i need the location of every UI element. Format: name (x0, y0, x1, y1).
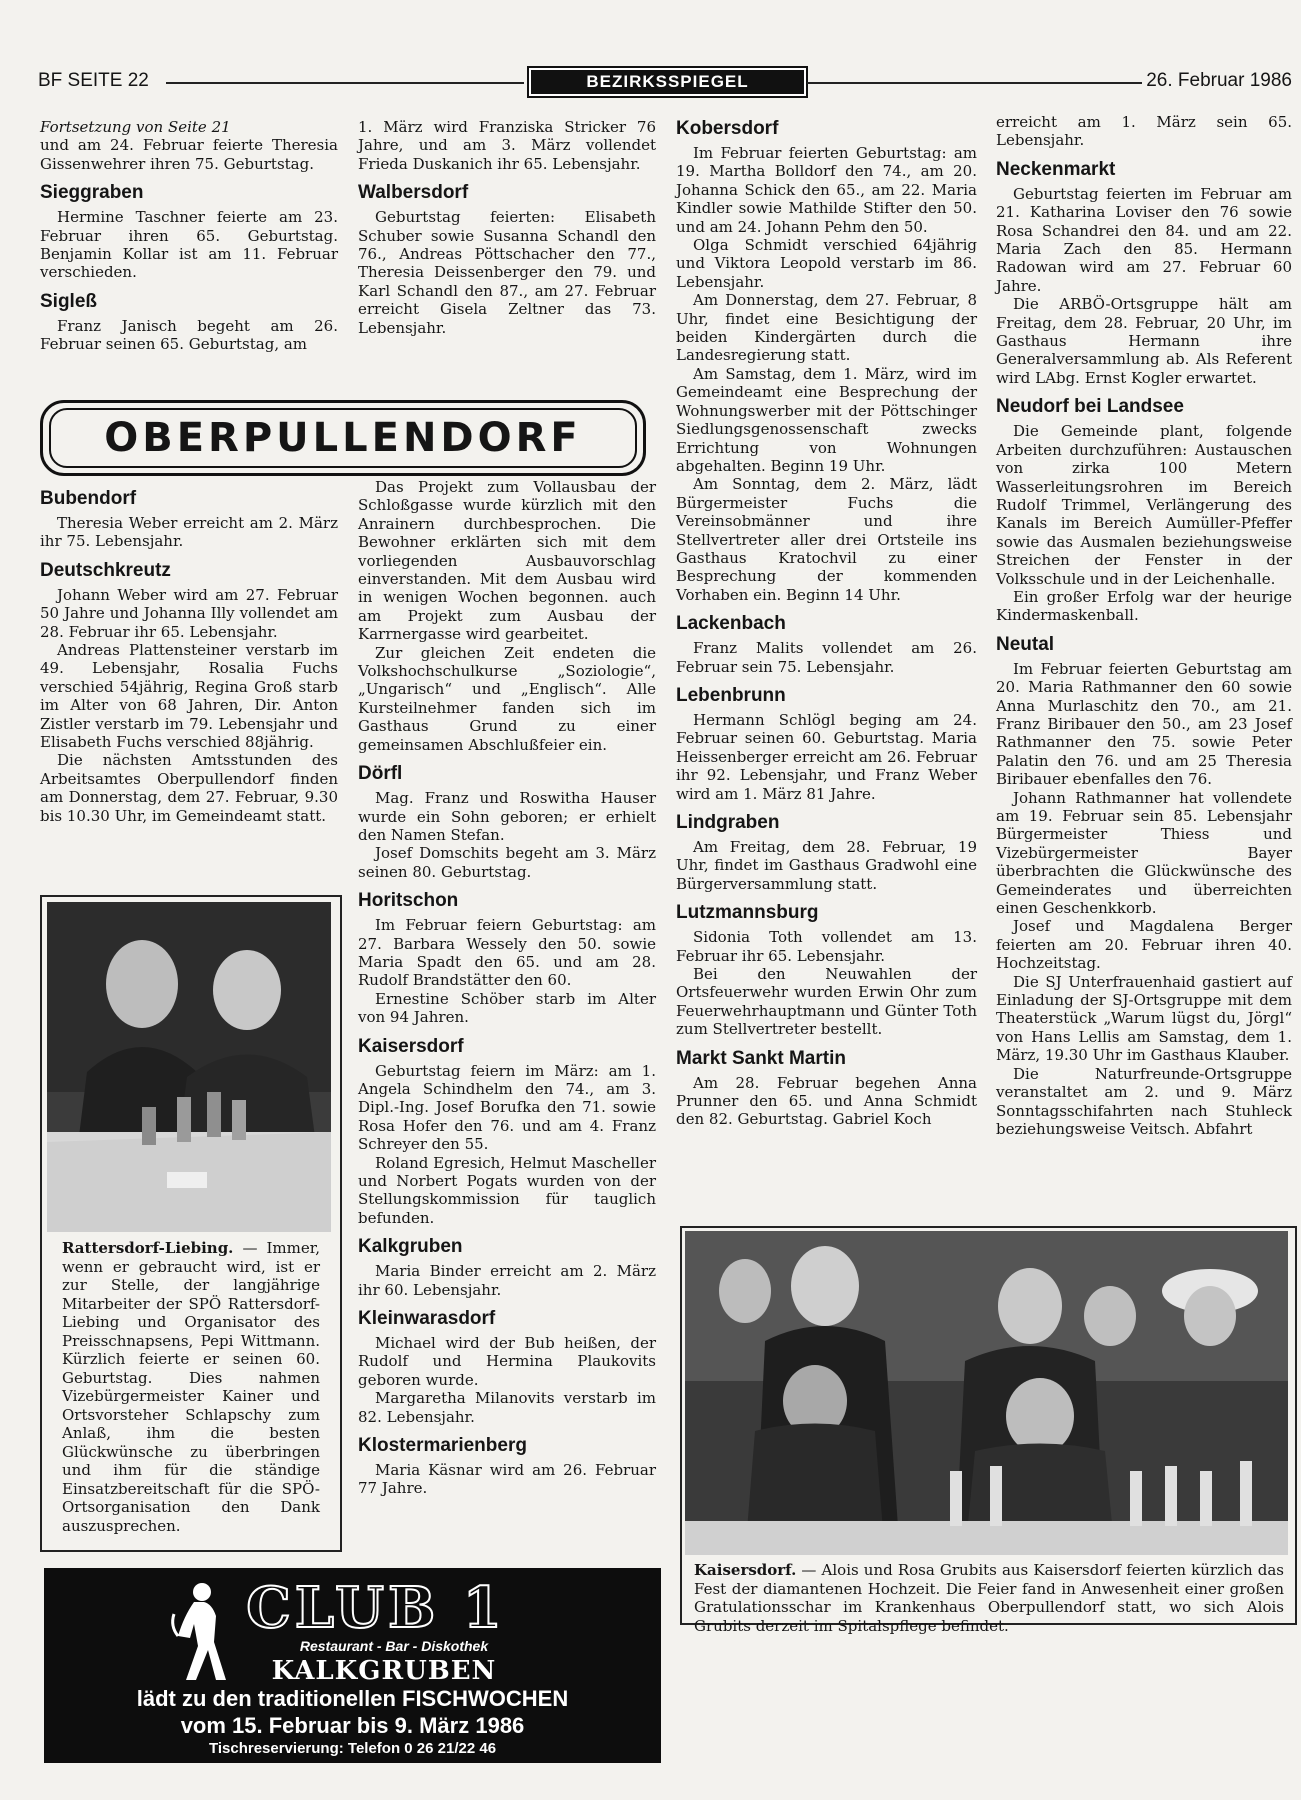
heading-lutzmannsburg: Lutzmannsburg (676, 902, 819, 924)
article-text: Margaretha Milanovits verstarb im 82. Lebensjahr. (358, 1389, 656, 1426)
article-text: Hermine Taschner feierte am 23. Februar ihren 65. Geburtstag. Benjamin Kollar ist am 11. Februar verschieden. (40, 208, 338, 282)
photo-group-illustration (685, 1231, 1288, 1555)
club1-advertisement (44, 1568, 661, 1763)
section-badge: BEZIRKSSPIEGEL (527, 66, 808, 98)
article-text: Zur gleichen Zeit endeten die Volkshochschulkurse „Soziologie“, „Ungarisch“ und „Englisch“. Alle Kursteilnehmer fanden sich im Gasthaus Grund zu einer gemeinsamen Abschlußfeier ein. (358, 643, 656, 754)
article-text: Das Projekt zum Vollausbau der Schloßgasse wurde kürzlich mit den Anrainern durchbesprochen. Die Bewohner erklärten sich mit dem vorliegenden Ausbauvorschlag einverstanden. Mit dem Ausbau wird in wenigen Wochen begonnen. auch am Projekt zum Ausbau der Karrnergasse wird gearbeitet. (358, 478, 656, 644)
caption-text: — Immer, wenn er gebraucht wird, ist er zur Stelle, der langjährige Mitarbeiter der SPÖ Rattersdorf-Liebing und Organisator des Preisschnapsens, Pepi Wittmann. Kürzlich feierte er seinen 60. Geburtstag. Dies nahmen Vizebürgermeister Kainer und Ortsvorsteher Schlapschy zum Anlaß, ihm die besten Glückwünsche zu überbringen und ihm für die ständige Einsatzbereitschaft für die SPÖ-Ortsorganisation den Dank auszusprechen. (62, 1239, 320, 1535)
heading-neutal: Neutal (996, 633, 1055, 655)
heading-kaisersdorf: Kaisersdorf (358, 1035, 464, 1057)
article-text: Andreas Plattensteiner verstarb im 49. Lebensjahr, Rosalia Fuchs verschied 54jährig, Regina Groß starb im Alter von 68 Jahren, Dir. Anton Zistler verstarb im 79. Lebensjahr und Elisabeth Fuchs verschied 88jährig. (40, 641, 338, 752)
article-text: 1. März wird Franziska Stricker 76 Jahre, und am 3. März vollendet Frieda Duskanich ihr 65. Lebensjahr. (358, 118, 656, 173)
photo-group (685, 1231, 1288, 1555)
continued-note: Fortsetzung von Seite 21 (40, 118, 231, 136)
article-text: Maria Käsnar wird am 26. Februar 77 Jahre. (358, 1461, 656, 1498)
heading-bubendorf: Bubendorf (40, 488, 137, 509)
header-rule-right (807, 82, 1142, 84)
column-1-lower (40, 488, 338, 825)
article-text: Theresia Weber erreicht am 2. März ihr 75. Lebensjahr. (40, 514, 338, 551)
ad-line-2: vom 15. Februar bis 9. März 1986 (180, 1713, 525, 1738)
photo-caption (62, 1239, 320, 1535)
article-text: erreicht am 1. März sein 65. Lebensjahr. (996, 113, 1292, 150)
column-2-lower (358, 478, 656, 1498)
heading-neudorf-bei-landsee: Neudorf bei Landsee (996, 396, 1184, 418)
article-text: Geburtstag feiern im März: am 1. Angela Schindhelm den 74., am 3. Dipl.-Ing. Josef Borufka den 71. sowie Rosa Hofer den 76. und am 4. Franz Schreyer den 55. (358, 1061, 656, 1154)
heading-markt-sankt-martin: Markt Sankt Martin (676, 1047, 846, 1069)
club-logo (164, 1576, 544, 1686)
section-banner (40, 400, 646, 476)
photo-caption (694, 1561, 1284, 1635)
logo-club: CLUB 1 (246, 1575, 506, 1641)
article-text: Im Februar feiern Geburtstag: am 27. Barbara Wessely den 50. sowie Maria Spadt den 65. und am 28. Rudolf Brandstätter den 60. (358, 916, 656, 990)
article-text: Josef und Magdalena Berger feierten am 20. Februar ihren 40. Hochzeitstag. (996, 917, 1292, 973)
article-text: Im Februar feierten Geburtstag am 20. Maria Rathmanner den 60 sowie Anna Murlaschitz den 70., am 21. Franz Biribauer den 50., am 23 Josef Rathmanner den 75. sowie Peter Palatin den 76. und am 25 Theresia Biribauer ebenfalles den 76. (996, 659, 1292, 789)
banner-title: OBERPULLENDORF (104, 415, 582, 461)
article-text: Michael wird der Bub heißen, der Rudolf und Hermina Plaukovits geboren wurde. (358, 1334, 656, 1389)
article-text: Johann Rathmanner hat vollendete am 19. Februar sein 85. Lebensjahr Bürgermeister Thiess und Vizebürgermeister Bayer überbrachten die Glückwünsche des Gemeinderates und überreichten einen Geschenkkorb. (996, 788, 1292, 918)
heading-kleinwarasdorf: Kleinwarasdorf (358, 1308, 496, 1330)
heading-lebenbrunn: Lebenbrunn (676, 684, 786, 706)
article-text: Am 28. Februar begehen Anna Prunner den 65. und Anna Schmidt den 82. Geburtstag. Gabriel Koch (676, 1073, 977, 1129)
article-text: und am 24. Februar feierte Theresia Gissenwehrer ihren 75. Geburtstag. (40, 136, 338, 173)
article-text: Geburtstag feierten: Elisabeth Schuber sowie Susanna Schandl den 76., Andreas Pöttschacher den 77., Theresia Deissenberger den 79. und Karl Schandl den 87., am 27. Februar erreicht Gisela Zeltner das 73. Lebensjahr. (358, 208, 656, 337)
photo-couple (47, 902, 331, 1232)
heading-deutschkreutz: Deutschkreutz (40, 559, 171, 581)
heading-horitschon: Horitschon (358, 890, 459, 912)
caption-text: — Alois und Rosa Grubits aus Kaisersdorf feierten kürzlich das Fest der diamantenen Hochzeit. Die Feier fand in Anwesenheit einer großen Gratulationsschar im Krankenhaus Oberpullendorf statt, wo sich Alois Grubits derzeit im Spitalspflege befindet. (694, 1561, 1284, 1635)
article-text: Am Sonntag, dem 2. März, lädt Bürgermeister Fuchs die Vereinsobmänner und ihre Stellvertreter aller drei Ortsteile ins Gasthaus Kratochvil zu einer Besprechung der kommenden Vorhaben ein. Beginn 14 Uhr. (676, 475, 977, 604)
caption-location: Kaisersdorf. (694, 1561, 797, 1579)
heading-sieggraben: Sieggraben (40, 182, 144, 204)
article-text: Die nächsten Amtsstunden des Arbeitsamtes Oberpullendorf finden am Donnerstag, dem 27. Februar, 9.30 bis 10.30 Uhr, im Gemeindeamt statt. (40, 751, 338, 825)
page-header (38, 70, 1292, 96)
dancer-icon (164, 1576, 234, 1686)
ad-phone: Tischreservierung: Telefon 0 26 21/22 46 (208, 1740, 497, 1757)
article-text: Franz Janisch begeht am 26. Februar seinen 65. Geburtstag, am (40, 316, 338, 354)
article-text: Die SJ Unterfrauenhaid gastiert auf Einladung der SJ-Ortsgruppe mit dem Theaterstück „Warum lügst du, Jörgl“ von Hans Lellis am Samstag, dem 1. März, 19.30 Uhr im Gasthaus Klauber. (996, 972, 1292, 1065)
heading-doerfl: Dörfl (358, 763, 403, 785)
logo-place: KALKGRUBEN (271, 1656, 497, 1686)
article-text: Ein großer Erfolg war der heurige Kindermaskenball. (996, 587, 1292, 625)
article-text: Johann Weber wird am 27. Februar 50 Jahre und Johanna Illy vollendet am 28. Februar ihr 65. Lebensjahr. (40, 585, 338, 641)
article-text: Bei den Neuwahlen der Ortsfeuerwehr wurden Erwin Ohr zum Feuerwehrhauptmann und Günter Toth zum Stellvertreter bestellt. (676, 965, 977, 1039)
header-rule-left (166, 82, 524, 84)
caption-location: Rattersdorf-Liebing. (62, 1239, 234, 1257)
article-text: Am Samstag, dem 1. März, wird im Gemeindeamt eine Besprechung der Wohnungswerber mit der Pöttschinger Siedlungsgenossenschaft zwecks Errichtung von Wohnungen abgehalten. Beginn 19 Uhr. (676, 364, 977, 475)
article-text: Hermann Schlögl beging am 24. Februar seinen 60. Geburtstag. Maria Heissenberger erreicht am 26. Februar ihr 92. Lebensjahr, und Franz Weber wird am 1. März 81 Jahre. (676, 710, 977, 803)
ad-line-1: lädt zu den traditionellen FISCHWOCHEN (136, 1686, 569, 1711)
column-1 (40, 118, 338, 354)
article-text: Die Gemeinde plant, folgende Arbeiten durchzuführen: Austauschen von zirka 100 Metern Wasserleitungsrohren im Bereich Rudolf Trimmel, Verlängerung des Kanals im Bereich Aumüller-Pfeffer sowie das Ausmalen beziehungsweise Streichen der Fenster in der Volksschule und in der Leichenhalle. (996, 422, 1292, 588)
heading-neckenmarkt: Neckenmarkt (996, 158, 1116, 180)
page-number: BF SEITE 22 (38, 70, 149, 91)
article-text: Ernestine Schöber starb im Alter von 94 Jahren. (358, 989, 656, 1027)
article-text: Olga Schmidt verschied 64jährig und Viktora Leopold verstarb im 86. Lebensjahr. (676, 236, 977, 291)
article-text: Am Freitag, dem 28. Februar, 19 Uhr, findet im Gasthaus Gradwohl eine Bürgerversammlung statt. (676, 838, 977, 893)
article-text: Josef Domschits begeht am 3. März seinen 80. Geburtstag. (358, 844, 656, 881)
heading-kobersdorf: Kobersdorf (676, 118, 779, 139)
article-text: Am Donnerstag, dem 27. Februar, 8 Uhr, findet eine Besichtigung der beiden Kindergärten durch die Landesregierung statt. (676, 291, 977, 365)
banner-frame (49, 408, 637, 468)
heading-sigless: Sigleß (40, 290, 98, 312)
heading-lackenbach: Lackenbach (676, 613, 786, 635)
article-text: Franz Malits vollendet am 26. Februar sein 75. Lebensjahr. (676, 639, 977, 676)
photo-box-kaisersdorf (680, 1226, 1297, 1635)
photo-box-rattersdorf (40, 895, 342, 1552)
article-text: Mag. Franz und Roswitha Hauser wurde ein Sohn geboren; er erhielt den Namen Stefan. (358, 789, 656, 844)
article-text: Die ARBÖ-Ortsgruppe hält am Freitag, dem 28. Februar, 20 Uhr, im Gasthaus Hermann ihre Generalversammlung ab. Als Referent wird LAbg. Ernst Kogler erwartet. (996, 295, 1292, 387)
column-2 (358, 118, 656, 337)
article-text: Im Februar feierten Geburtstag: am 19. Martha Bolldorf den 74., am 20. Johanna Schick den 65., am 22. Maria Kindler sowie Mathilde Stifter den 50. und am 24. Johann Pehm den 50. (676, 144, 977, 236)
article-text: Roland Egresich, Helmut Mascheller und Norbert Pogats wurden von der Stellungskommission für tauglich befunden. (358, 1153, 656, 1227)
column-4 (996, 113, 1292, 1138)
column-3 (676, 118, 977, 1129)
photo-couple-illustration (47, 902, 331, 1232)
heading-kalkgruben: Kalkgruben (358, 1236, 463, 1258)
heading-lindgraben: Lindgraben (676, 812, 780, 833)
issue-date: 26. Februar 1986 (1146, 70, 1292, 91)
article-text: Maria Binder erreicht am 2. März ihr 60. Lebensjahr. (358, 1262, 656, 1299)
heading-klostermarienberg: Klostermarienberg (358, 1435, 527, 1457)
heading-walbersdorf: Walbersdorf (358, 182, 469, 204)
logo-subtitle: Restaurant - Bar - Diskothek (299, 1638, 489, 1654)
article-text: Sidonia Toth vollendet am 13. Februar ihr 65. Lebensjahr. (676, 928, 977, 965)
article-text: Die Naturfreunde-Ortsgruppe veranstaltet am 2. und 9. März Sonntagsschifahrten nach Stuhleck beziehungsweise Veitsch. Abfahrt (996, 1064, 1292, 1138)
article-text: Geburtstag feierten im Februar am 21. Katharina Loviser den 76 sowie Rosa Schandrei den 84. und am 22. Maria Zach den 85. Hermann Radowan wird am 27. Februar 60 Jahre. (996, 184, 1292, 295)
